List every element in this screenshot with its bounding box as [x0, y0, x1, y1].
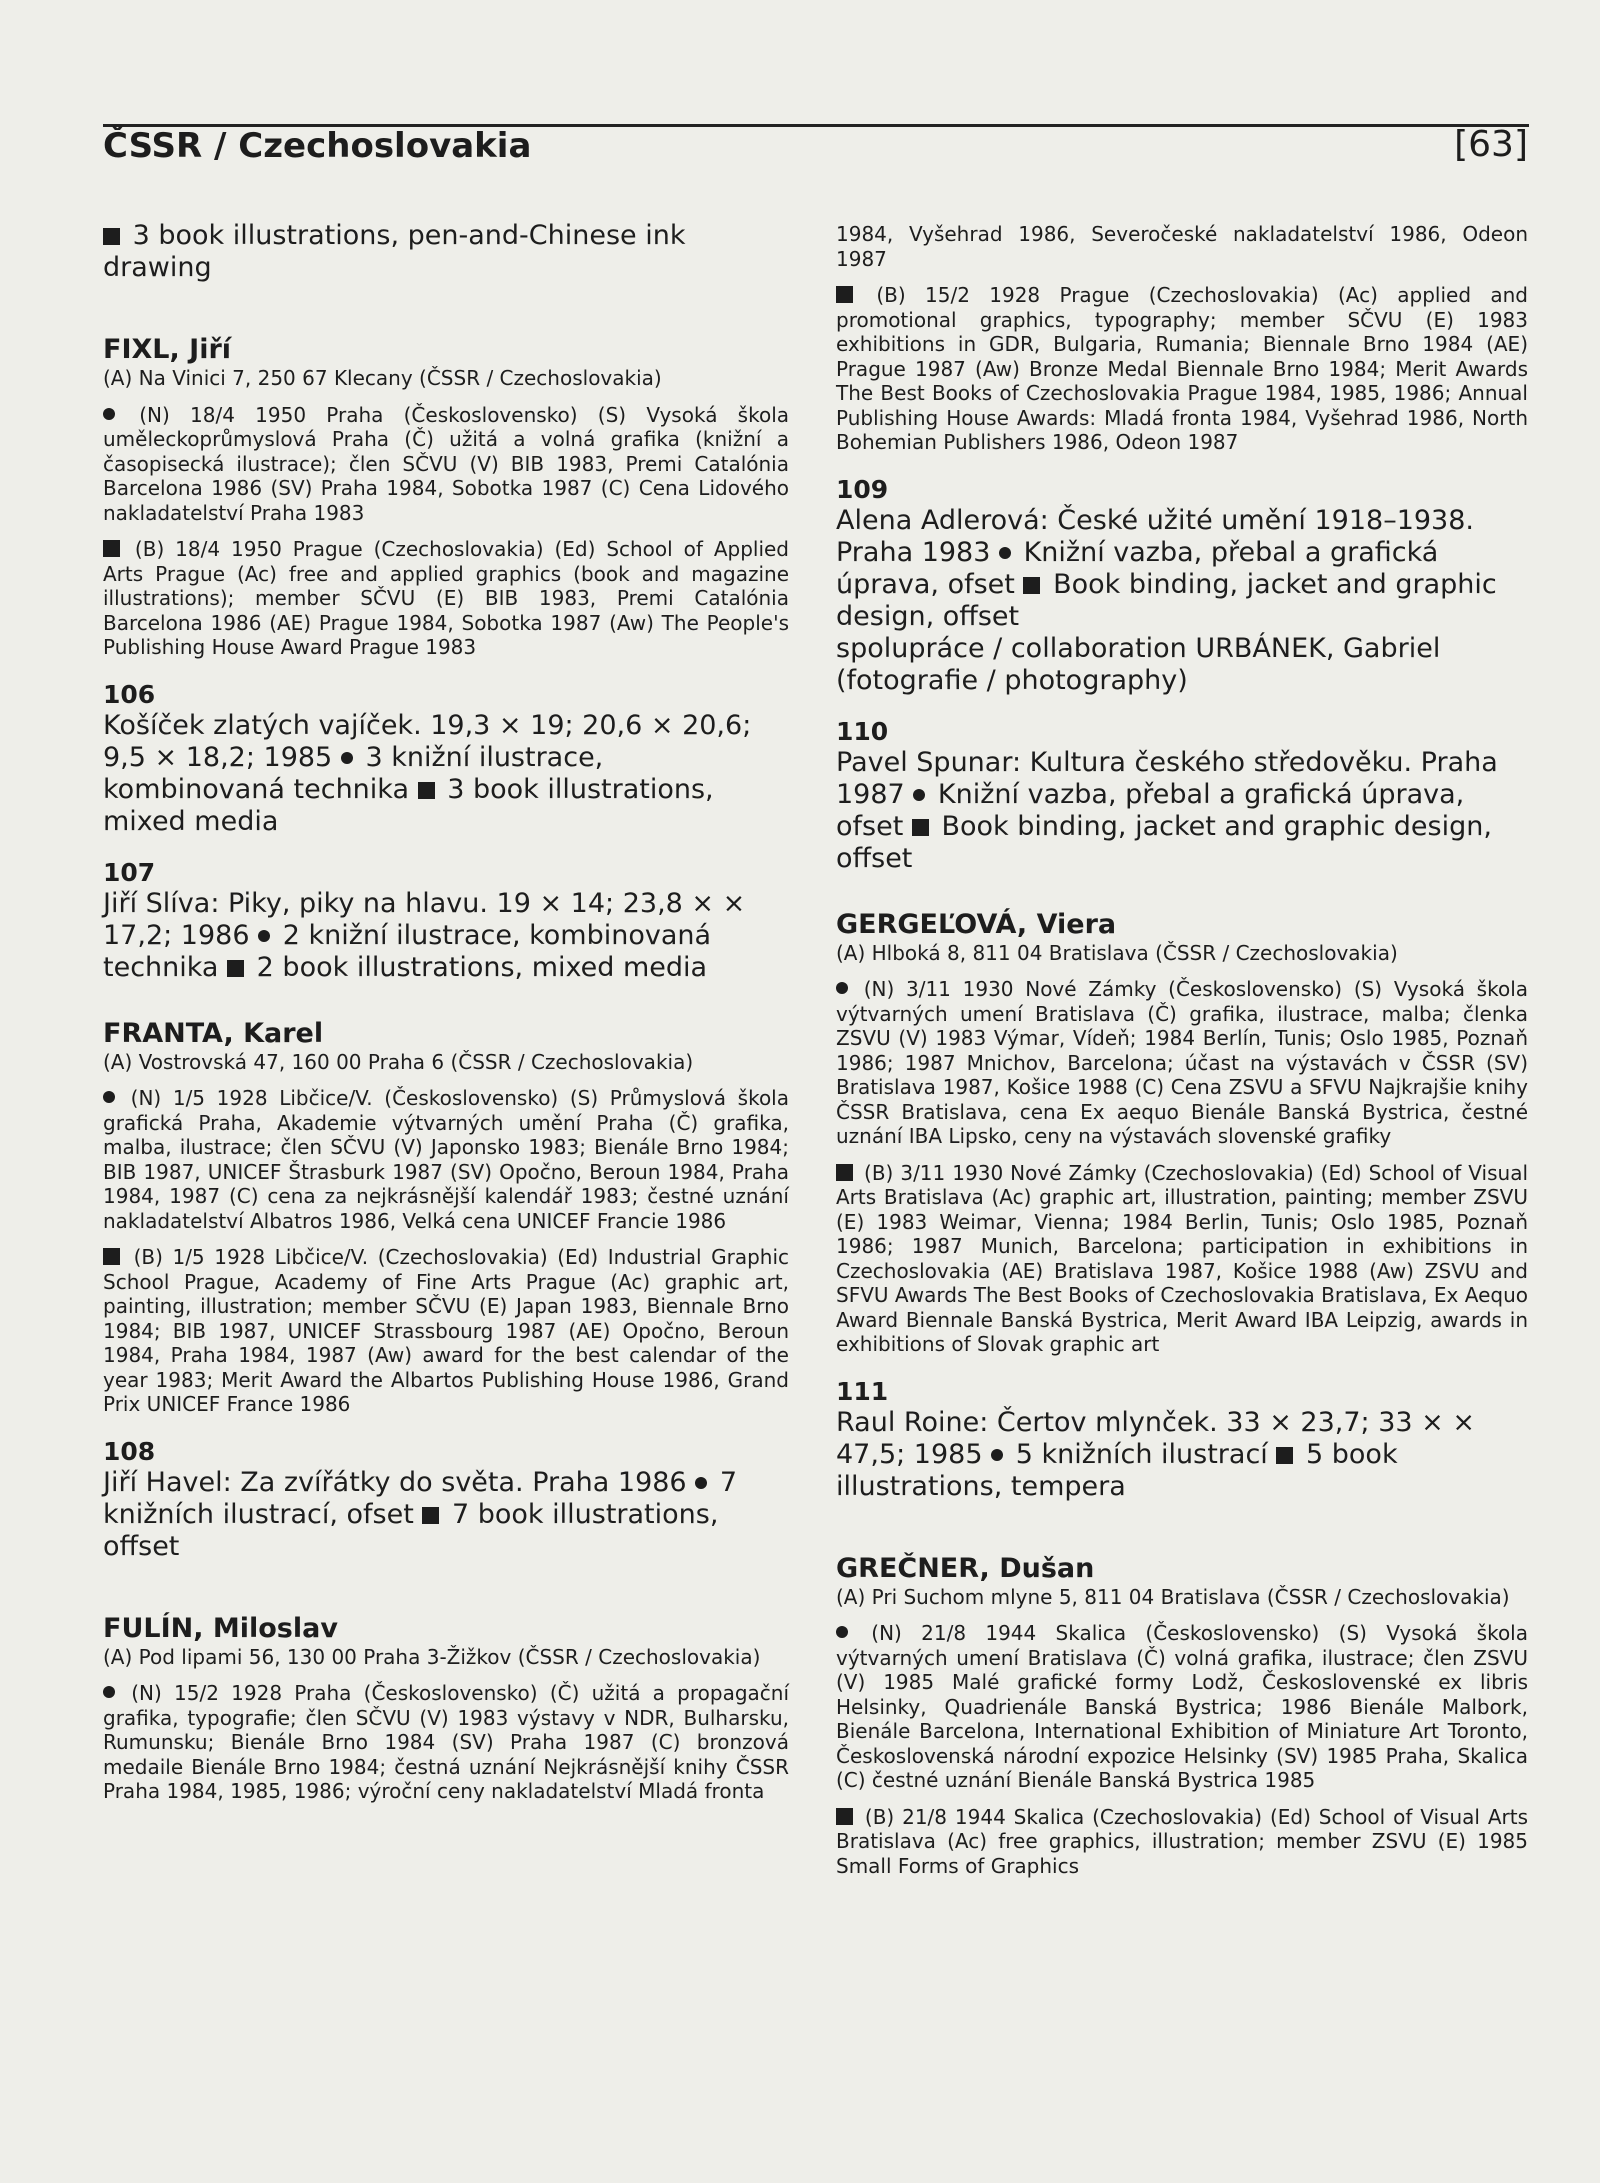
entry-part: Book binding, jacket and graphic design, offset	[836, 810, 1492, 874]
artist-name-grecner: GREČNER, Dušan	[836, 1552, 1095, 1584]
bio-text: (N) 15/2 1928 Praha (Československo) (Č) užitá a propagační grafika, typografie; člen SČVU (V) 1983 výstavy v NDR, Bulharsku, Rumunsku; Bienále Brno 1984 (SV) Praha 1987 (C) bronzová medaile Bienále Brno 1984; čestná uznání Nejkrásnější knihy ČSSR Praha 1984, 1985, 1986; výroční ceny nakladatelství Mladá fronta	[103, 1681, 790, 1803]
round-bullet-icon	[103, 408, 115, 420]
round-bullet-icon	[836, 982, 848, 994]
entry-part: Jiří Havel: Za zvířátky do světa. Praha 1986	[103, 1466, 687, 1498]
artist-bio-en-franta	[103, 1245, 789, 1417]
entry-text-111	[836, 1407, 1528, 1503]
entry-number-109: 109	[836, 474, 889, 504]
entry-number-106: 106	[103, 679, 156, 709]
square-bullet-icon	[422, 1507, 439, 1524]
round-bullet-icon	[695, 1477, 707, 1489]
intro-text: 3 book illustrations, pen-and-Chinese ink drawing	[103, 220, 686, 283]
bio-text: (B) 21/8 1944 Skalica (Czechoslovakia) (Ed) School of Visual Arts Bratislava (Ac) free graphics, illustration; member ZSVU (E) 1985 Small Forms of Graphics	[836, 1804, 1528, 1878]
entry-part: 3 knižní ilustrace, kombinovaná technika	[103, 741, 604, 805]
bio-text: (N) 18/4 1950 Praha (Československo) (S) Vysoká škola uměleckoprůmyslová Praha (Č) užitá a volná grafika (knižní a časopisecká ilustrace); člen SČVU (V) BIB 1983, Premi Catalónia Barcelona 1986 (SV) Praha 1984, Sobotka 1987 (C) Cena Lidového nakladatelství Praha 1983	[103, 402, 790, 525]
square-bullet-icon	[103, 540, 120, 557]
artist-bio-en-gergelova	[836, 1161, 1528, 1357]
round-bullet-icon	[103, 1686, 115, 1698]
square-bullet-icon	[912, 819, 929, 836]
square-bullet-icon	[227, 960, 244, 977]
artist-address-fulin: (A) Pod lipami 56, 130 00 Praha 3-Žižkov (ČSSR / Czechoslovakia)	[103, 1644, 761, 1669]
entry-part: 2 book illustrations, mixed media	[256, 951, 708, 983]
square-bullet-icon	[103, 1248, 120, 1265]
artist-bio-cz-fixl	[103, 403, 789, 526]
artist-address-franta: (A) Vostrovská 47, 160 00 Praha 6 (ČSSR / Czechoslovakia)	[103, 1049, 694, 1074]
square-bullet-icon	[836, 1808, 853, 1825]
round-bullet-icon	[341, 752, 353, 764]
artist-bio-cz-fulin-cont: 1984, Vyšehrad 1986, Severočeské nakladatelství 1986, Odeon 1987	[836, 222, 1528, 271]
artist-address-grecner: (A) Pri Suchom mlyne 5, 811 04 Bratislava (ČSSR / Czechoslovakia)	[836, 1584, 1510, 1609]
artist-name-fulin: FULÍN, Miloslav	[103, 1612, 338, 1644]
artist-name-fixl: FIXL, Jiří	[103, 334, 232, 365]
entry-part: Pavel Spunar: Kultura českého středověku. Praha 1987	[836, 746, 1498, 810]
bio-text: (B) 3/11 1930 Nové Zámky (Czechoslovakia) (Ed) School of Visual Arts Bratislava (Ac) graphic art, illustration, painting; member ZSVU (E) 1983 Weimar, Vienna; 1984 Berlin, Tunis; Oslo 1985, Poznaň 1986; 1987 Munich, Barcelona; participation in exhibitions in Czechoslovakia (AE) Bratislava 1987, Košice 1988 (Aw) ZSVU and SFVU Awards The Best Books of Czechoslovakia Bratislava, Ex Aequo Award Biennale Banská Bystrica, Merit Award IBA Leipzig, awards in exhibitions of Slovak graphic art	[836, 1160, 1529, 1356]
artist-bio-en-fulin	[836, 283, 1528, 455]
entry-text-108	[103, 1467, 789, 1563]
entry-collaboration-109: spolupráce / collaboration URBÁNEK, Gabriel (fotografie / photography)	[836, 632, 1441, 696]
entry-part: 5 book illustrations, tempera	[836, 1438, 1398, 1502]
artist-address-fixl: (A) Na Vinici 7, 250 67 Klecany (ČSSR / Czechoslovakia)	[103, 366, 662, 390]
entry-part: 7 knižních ilustrací, ofset	[103, 1466, 737, 1530]
entry-part: Book binding, jacket and graphic design, offset	[836, 568, 1497, 632]
entry-part: Raul Roine: Čertov mlynček. 33 × 23,7; 33 × × 47,5; 1985	[836, 1406, 1475, 1470]
artist-bio-cz-gergelova	[836, 977, 1528, 1149]
entry-part: 7 book illustrations, offset	[103, 1498, 719, 1562]
entry-part: Knižní vazba, přebal a grafická úprava, ofset	[836, 536, 1439, 600]
entry-part: Košíček zlatých vajíček. 19,3 × 19; 20,6 × 20,6; 9,5 × 18,2; 1985	[103, 709, 752, 773]
artist-bio-en-grecner	[836, 1805, 1528, 1879]
artist-name-franta: FRANTA, Karel	[103, 1017, 324, 1049]
left-column	[103, 220, 789, 1804]
square-bullet-icon	[836, 1164, 853, 1181]
bio-text: (B) 15/2 1928 Prague (Czechoslovakia) (Ac) applied and promotional graphics, typography; member SČVU (E) 1983 exhibitions in GDR, Bulgaria, Rumania; Biennale Brno 1984 (AE) Prague 1987 (Aw) Bronze Medal Biennale Brno 1984; Merit Awards The Best Books of Czechoslovakia Prague 1984, 1985, 1986; Annual Publishing House Awards: Mladá fronta 1984, Vyšehrad 1986, North Bohemian Publishers 1986, Odeon 1987	[836, 283, 1528, 454]
entry-part: 5 knižních ilustrací	[1015, 1438, 1268, 1470]
artist-bio-en-fixl	[103, 537, 789, 660]
entry-part: Alena Adlerová: České užité umění 1918–1938. Praha 1983	[836, 504, 1474, 568]
page-number: [63]	[1454, 124, 1528, 165]
round-bullet-icon	[258, 930, 270, 942]
square-bullet-icon	[418, 782, 435, 799]
entry-part: 2 knižní ilustrace, kombinovaná technika	[103, 919, 712, 983]
artist-address-gergelova: (A) Hlboká 8, 811 04 Bratislava (ČSSR / Czechoslovakia)	[836, 940, 1398, 965]
entry-text-106	[103, 710, 789, 838]
entry-number-110: 110	[836, 716, 889, 746]
bio-text: (B) 18/4 1950 Prague (Czechoslovakia) (Ed) School of Applied Arts Prague (Ac) free and applied graphics (book and magazine illustrations); member SČVU (E) BIB 1983, Premi Catalónia Barcelona 1986 (AE) Prague 1984, Sobotka 1987 (Aw) The People's Publishing House Award Prague 1983	[103, 537, 790, 659]
entry-part: Jiří Slíva: Piky, piky na hlavu. 19 × 14; 23,8 × × 17,2; 1986	[103, 887, 746, 951]
square-bullet-icon	[103, 228, 120, 245]
artist-bio-cz-grecner	[836, 1621, 1528, 1793]
entry-text-109	[836, 505, 1528, 633]
round-bullet-icon	[103, 1091, 115, 1103]
round-bullet-icon	[991, 1449, 1003, 1461]
artist-name-gergelova: GERGEĽOVÁ, Viera	[836, 908, 1117, 940]
artist-bio-cz-fulin	[103, 1681, 789, 1804]
entry-part: Knižní vazba, přebal a grafická úprava, ofset	[836, 778, 1465, 842]
round-bullet-icon	[999, 547, 1011, 559]
page-title: ČSSR / Czechoslovakia	[103, 126, 532, 166]
entry-number-108: 108	[103, 1436, 156, 1466]
entry-number-107: 107	[103, 857, 156, 887]
bio-text: (N) 21/8 1944 Skalica (Československo) (S) Vysoká škola výtvarných umení Bratislava (Č) volná grafika, ilustrace; člen ZSVU (V) 1985 Malé grafické formy Lodž, Československé ex libris Helsinky, Quadrienále Banská Bystrica; 1986 Bienále Malbork, Bienále Barcelona, International Exhibition of Miniature Art Toronto, Československá národní expozice Helsinky (SV) 1985 Praha, Skalica (C) čestné uznání Bienále Banská Bystrica 1985	[836, 1621, 1528, 1792]
entry-text-107	[103, 888, 789, 984]
square-bullet-icon	[1276, 1447, 1293, 1464]
round-bullet-icon	[913, 789, 925, 801]
entry-number-111: 111	[836, 1376, 889, 1406]
bio-text: (B) 1/5 1928 Libčice/V. (Czechoslovakia) (Ed) Industrial Graphic School Prague, Academy of Fine Arts Prague (Ac) graphic art, painting, illustration; member SČVU (E) Japan 1983, Biennale Brno 1984; BIB 1987, UNICEF Strassbourg 1987 (AE) Opočno, Beroun 1984, Praha 1984, 1987 (Aw) award for the best calendar of the year 1983; Merit Award the Albartos Publishing House 1986, Grand Prix UNICEF France 1986	[103, 1245, 790, 1416]
bio-text: (N) 3/11 1930 Nové Zámky (Československo) (S) Vysoká škola výtvarných umení Bratislava (Č) grafika, ilustrace, malba; členka ZSVU (V) 1983 Výmar, Vídeň; 1984 Berlín, Tunis; Oslo 1985, Poznaň 1986; 1987 Mnichov, Barcelona; účast na výstavách v ČSSR (SV) Bratislava 1987, Košice 1988 (C) Cena ZSVU a SFVU Najkrajšie knihy ČSSR Bratislava, cena Ex aequo Bienále Banská Bystrica, čestné uznání IBA Lipsko, ceny na výstavách slovenské grafiky	[836, 977, 1529, 1148]
square-bullet-icon	[1023, 577, 1040, 594]
right-column	[836, 222, 1528, 1878]
bio-text: (N) 1/5 1928 Libčice/V. (Československo) (S) Průmyslová škola grafická Praha, Akademie výtvarných umění Praha (Č) grafika, malba, ilustrace; člen SČVU (V) Japonsko 1983; Bienále Brno 1984; BIB 1987, UNICEF Štrasburk 1987 (SV) Opočno, Beroun 1984, Praha 1984, 1987 (C) cena za nejkrásnější kalendář 1983; čestné uznání nakladatelství Albatros 1986, Velká cena UNICEF Francie 1986	[103, 1086, 789, 1233]
round-bullet-icon	[836, 1626, 848, 1638]
artist-bio-cz-franta	[103, 1086, 789, 1233]
intro-entry	[103, 220, 789, 284]
entry-text-110	[836, 747, 1528, 875]
square-bullet-icon	[836, 286, 853, 303]
entry-part: 3 book illustrations, mixed media	[103, 773, 714, 837]
